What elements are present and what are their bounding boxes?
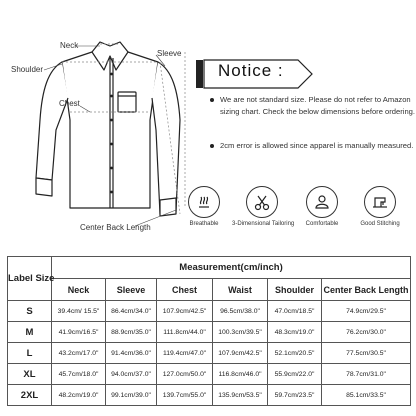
- column-header: Waist: [213, 279, 268, 301]
- value-cell: 48.3cm/19.0": [268, 322, 322, 343]
- value-cell: 48.2cm/19.0": [52, 385, 106, 406]
- feature-stitching: [350, 186, 410, 227]
- notice-banner: [196, 54, 316, 94]
- value-cell: 94.0cm/37.0": [106, 364, 157, 385]
- table-row: [8, 385, 411, 406]
- value-cell: 127.0cm/50.0": [157, 364, 213, 385]
- scissors-icon: [246, 186, 278, 218]
- comfortable-icon: [306, 186, 338, 218]
- column-header: Chest: [157, 279, 213, 301]
- breathable-icon: [188, 186, 220, 218]
- shirt-outline-icon: [0, 0, 200, 250]
- notice-note-1: [220, 94, 416, 118]
- value-cell: 47.0cm/18.5": [268, 301, 322, 322]
- neck-label: Neck: [60, 41, 79, 50]
- table-row: [8, 322, 411, 343]
- value-cell: 107.9cm/42.5": [213, 343, 268, 364]
- value-cell: 91.4cm/36.0": [106, 343, 157, 364]
- column-header: Sleeve: [106, 279, 157, 301]
- value-cell: 111.8cm/44.0": [157, 322, 213, 343]
- shirt-diagram: [0, 0, 200, 250]
- value-cell: 39.4cm/ 15.5": [52, 301, 106, 322]
- bullet-icon: [210, 144, 214, 148]
- value-cell: 100.3cm/39.5": [213, 322, 268, 343]
- value-cell: 77.5cm/30.5": [322, 343, 411, 364]
- value-cell: 107.9cm/42.5": [157, 301, 213, 322]
- center-back-length-label: Center Back Length: [80, 223, 151, 232]
- column-header: Shoulder: [268, 279, 322, 301]
- shoulder-label: Shoulder: [11, 65, 44, 74]
- value-cell: 74.9cm/29.5": [322, 301, 411, 322]
- value-cell: 96.5cm/38.0": [213, 301, 268, 322]
- chest-label: Chest: [59, 99, 80, 108]
- feature-label: Good Stitching: [360, 221, 400, 227]
- size-chart-table: [7, 256, 410, 408]
- feature-tailoring: [232, 186, 295, 227]
- feature-label: Comfortable: [305, 221, 339, 227]
- table-row: [8, 301, 411, 322]
- measurement-header: Measurement(cm/inch): [52, 257, 411, 279]
- value-cell: 43.2cm/17.0": [52, 343, 106, 364]
- notice-note-1-text: We are not standard size. Please do not refer to Amazon sizing chart. Check the below dimensions before ordering.: [220, 95, 416, 116]
- sleeve-label: Sleeve: [157, 49, 182, 58]
- value-cell: 85.1cm/33.5": [322, 385, 411, 406]
- size-cell: M: [8, 322, 52, 343]
- label-size-header: Label Size: [8, 257, 52, 301]
- notice-note-2-text: 2cm error is allowed since apparel is manually measured.: [220, 141, 414, 150]
- value-cell: 76.2cm/30.0": [322, 322, 411, 343]
- value-cell: 59.7cm/23.5": [268, 385, 322, 406]
- column-header: Center Back Length: [322, 279, 411, 301]
- value-cell: 135.9cm/53.5": [213, 385, 268, 406]
- value-cell: 116.8cm/46.0": [213, 364, 268, 385]
- value-cell: 139.7cm/55.0": [157, 385, 213, 406]
- table-row: [8, 343, 411, 364]
- bullet-icon: [210, 98, 214, 102]
- size-cell: XL: [8, 364, 52, 385]
- table-row: [8, 364, 411, 385]
- value-cell: 119.4cm/47.0": [157, 343, 213, 364]
- value-cell: 86.4cm/34.0": [106, 301, 157, 322]
- value-cell: 41.9cm/16.5": [52, 322, 106, 343]
- value-cell: 55.9cm/22.0": [268, 364, 322, 385]
- notice-note-2: [220, 140, 416, 152]
- value-cell: 78.7cm/31.0": [322, 364, 411, 385]
- feature-label: 3-Dimensional Tailoring: [232, 221, 295, 227]
- size-cell: 2XL: [8, 385, 52, 406]
- notice-title: Notice :: [218, 61, 284, 80]
- sewing-machine-icon: [364, 186, 396, 218]
- value-cell: 99.1cm/39.0": [106, 385, 157, 406]
- feature-label: Breathable: [189, 221, 219, 227]
- feature-breathable: [174, 186, 234, 227]
- feature-comfortable: [292, 186, 352, 227]
- value-cell: 88.9cm/35.0": [106, 322, 157, 343]
- value-cell: 45.7cm/18.0": [52, 364, 106, 385]
- size-cell: S: [8, 301, 52, 322]
- value-cell: 52.1cm/20.5": [268, 343, 322, 364]
- size-cell: L: [8, 343, 52, 364]
- column-header: Neck: [52, 279, 106, 301]
